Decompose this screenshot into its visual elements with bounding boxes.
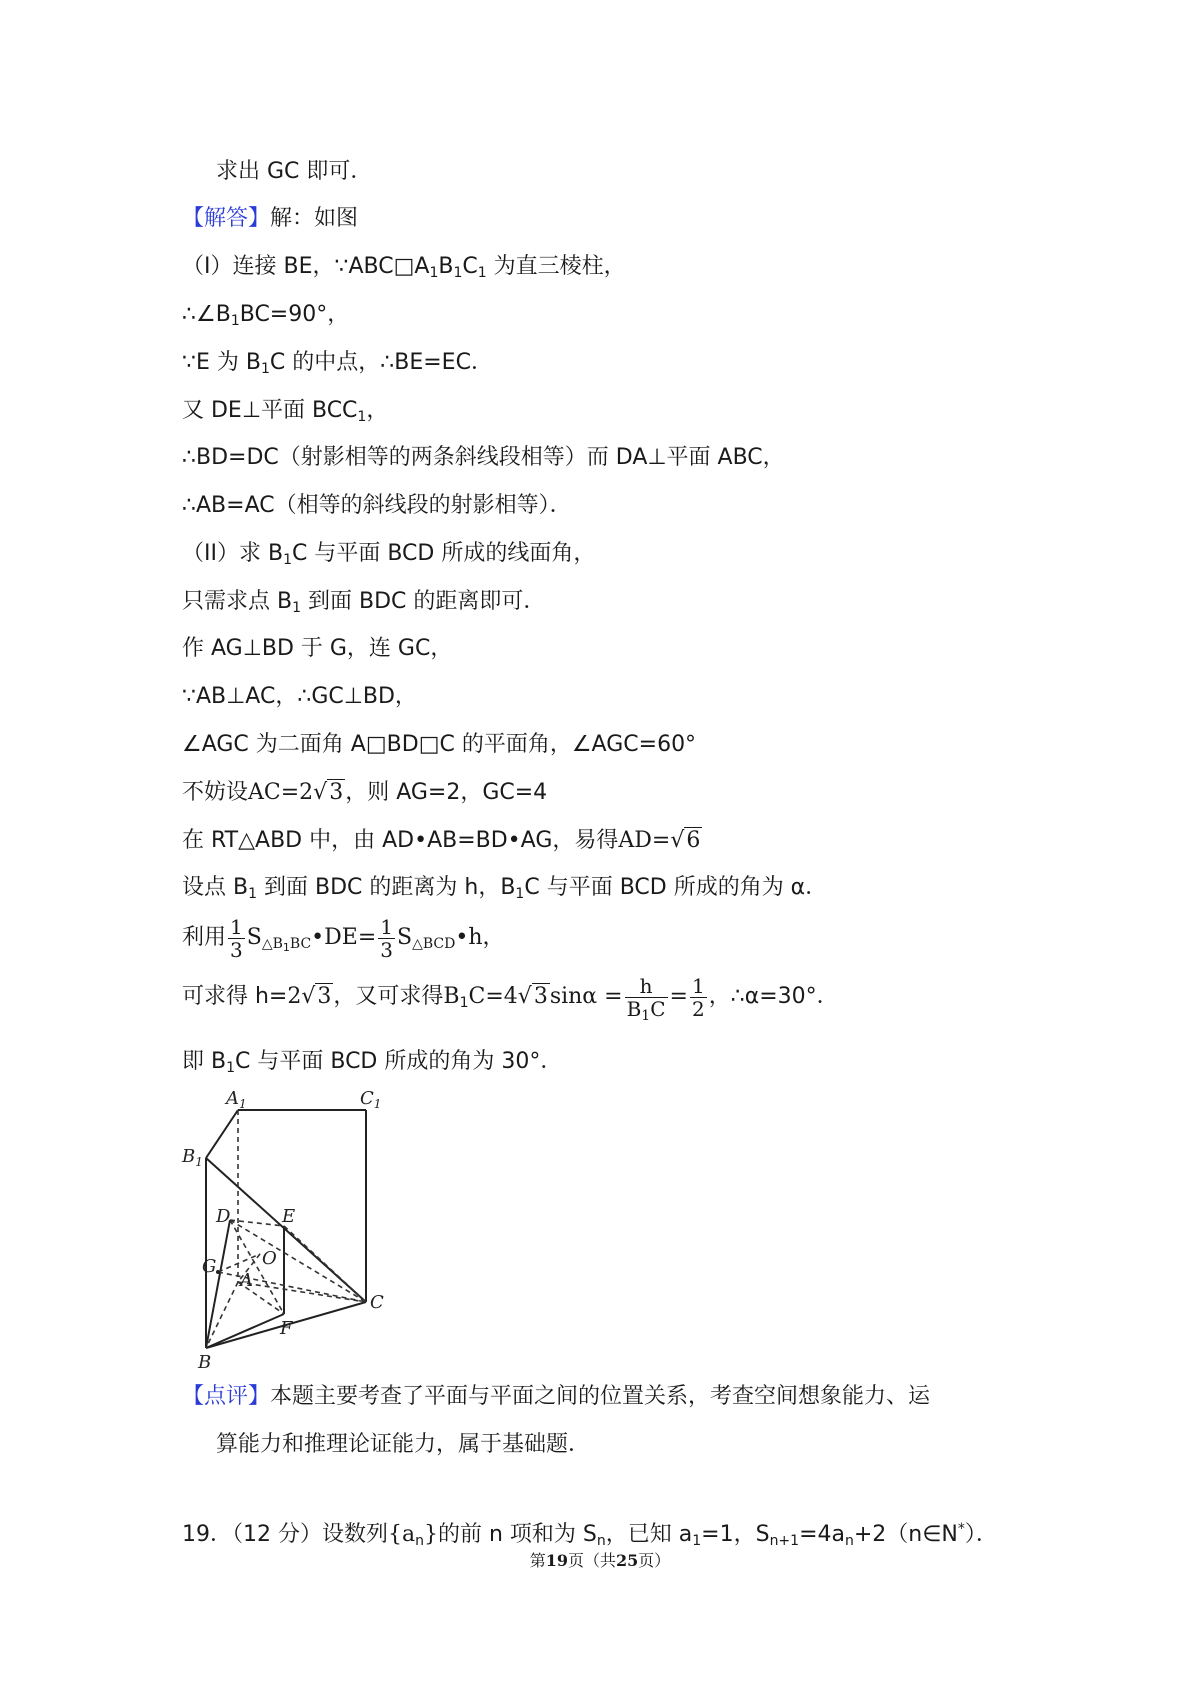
comment-tag: 【点评】 bbox=[182, 1384, 271, 1409]
line-15: 在 RT△ABD 中，由 AD•AB=BD•AG，易得AD=√6 bbox=[182, 828, 701, 853]
page-number: 19 bbox=[545, 1551, 568, 1570]
line-16: 设点 $B_1$ 到面 BDC 的距离为 h，$B_1C$ 与平面 BCD 所成的角为 α． bbox=[182, 875, 828, 902]
label-a: A bbox=[240, 1270, 253, 1291]
line-20: 【点评】本题主要考查了平面与平面之间的位置关系，考查空间想象能力、运 bbox=[182, 1384, 931, 1409]
line-3: （I）连接 BE，$\because ABC□A_1B_1C_1$ 为直三棱柱， bbox=[182, 254, 626, 281]
line-1: 求出 GC 即可． bbox=[216, 159, 373, 184]
line-5: ∵E 为 $B_1C$ 的中点，∴BE=EC． bbox=[182, 350, 493, 377]
line-11: 作 AG⊥BD 于 G，连 GC， bbox=[182, 636, 453, 661]
label-c: C bbox=[370, 1292, 384, 1313]
line-2: 【解答】解：如图 bbox=[182, 206, 359, 231]
line-18: 可求得 h=2√3，又可求得$B_1C=4√3\sin\alpha$ = $\frac{h}{B_1C}$ = $\frac{1}{2}$ ，∴α=30°． bbox=[182, 973, 839, 1024]
prism-figure bbox=[180, 1086, 400, 1376]
line-8: ∴AB=AC（相等的斜线段的射影相等）． bbox=[182, 493, 572, 518]
line-14: 不妨设AC=2√3，则 AG=2，GC=4 bbox=[182, 780, 548, 805]
total-pages: 25 bbox=[616, 1551, 639, 1570]
page-footer: 第19页（共25页） bbox=[529, 1551, 671, 1570]
label-f: F bbox=[280, 1318, 293, 1339]
label-c1: $C_1$ bbox=[360, 1088, 382, 1111]
line-6: 又 DE⊥平面 $BCC_1$， bbox=[182, 398, 389, 425]
line-21: 算能力和推理论证能力，属于基础题． bbox=[216, 1432, 591, 1457]
label-o: O bbox=[262, 1248, 277, 1269]
line-19: 即 $B_1C$ 与平面 BCD 所成的角为 30°． bbox=[182, 1049, 563, 1076]
line-7: ∴BD=DC（射影相等的两条斜线段相等）而 DA⊥平面 ABC， bbox=[182, 445, 785, 470]
line-12: ∵AB⊥AC，∴GC⊥BD， bbox=[182, 684, 417, 709]
label-e: E bbox=[282, 1206, 296, 1227]
line-22: 19．（12 分）设数列$\{a_n\}$的前 n 项和为 $S_n$，已知 $a_1=1$，$S_{n+1}=4a_n+2(n\in N^*)$． bbox=[182, 1521, 998, 1549]
label-b: B bbox=[198, 1352, 212, 1373]
line-17: 利用 $\frac{1}{3}$ $S_{\triangle B1BC}•DE=$ $\frac{1}{3}$ $S_{\triangle BCD}•h$， bbox=[182, 914, 505, 962]
label-g: G bbox=[202, 1256, 217, 1277]
line-10: 只需求点 $B_1$ 到面 BDC 的距离即可． bbox=[182, 589, 546, 616]
line-4: $\therefore\angle B_1BC=90^\circ$， bbox=[182, 302, 350, 329]
line-13: ∠AGC 为二面角 A□BD□C 的平面角，∠AGC=60° bbox=[182, 732, 697, 757]
label-a1: $A_1$ bbox=[226, 1088, 247, 1111]
label-b1: $B_1$ bbox=[182, 1146, 203, 1169]
line-9: （II）求 $B_1C$ 与平面 BCD 所成的线面角， bbox=[182, 541, 596, 568]
answer-tag: 【解答】 bbox=[182, 206, 271, 231]
label-d: D bbox=[216, 1206, 231, 1227]
